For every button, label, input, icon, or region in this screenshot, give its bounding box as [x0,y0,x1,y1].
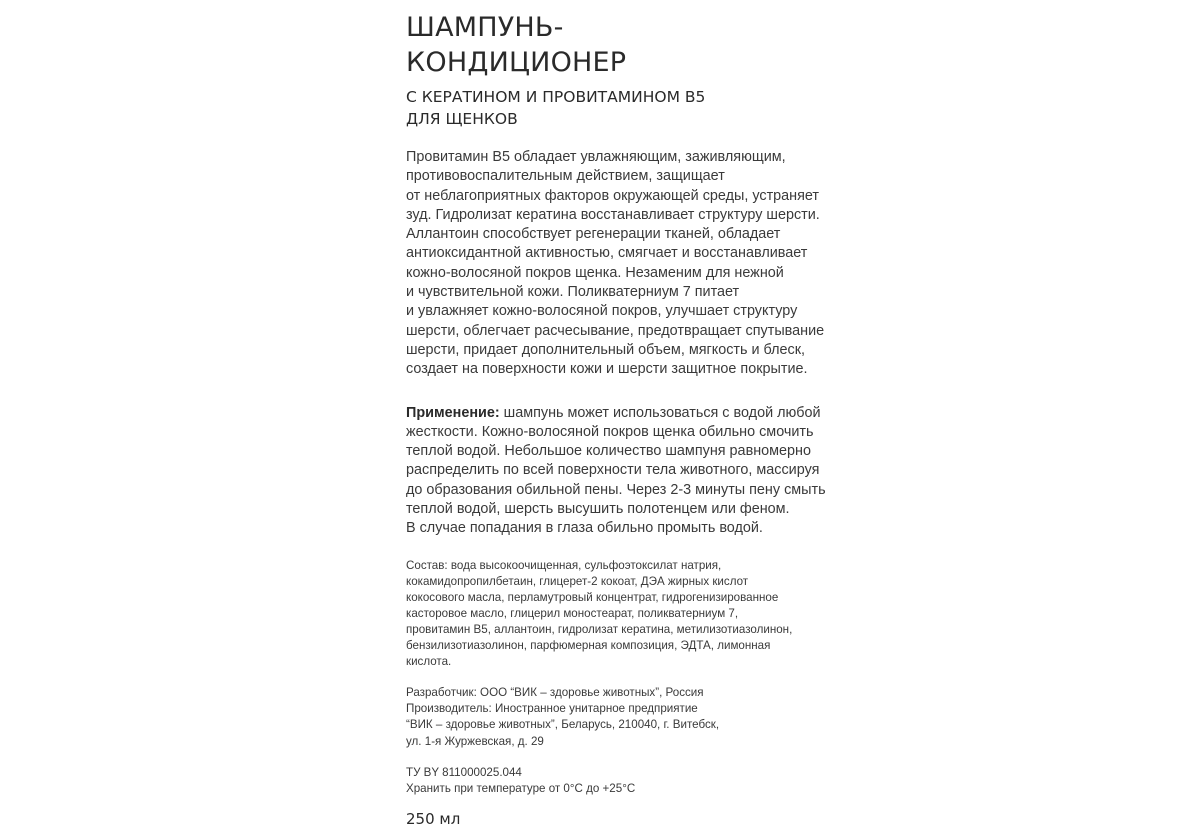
description-line: шерсти, придает дополнительный объем, мягкость и блеск, [406,341,806,358]
description-line: создает на поверхности кожи и шерсти защитное покрытие. [406,361,808,378]
usage-line: жесткости. Кожно-волосяной покров щенка обильно смочить [406,423,814,440]
manufacturer-line: ул. 1-я Журжевская, д. 29 [406,734,544,748]
usage-line: теплой водой. Небольшое количество шампуня равномерно [406,443,812,460]
standard-code: ТУ BY 811000025.044 [406,765,522,779]
manufacturer-info [406,685,826,749]
product-label [406,10,826,829]
ingredients-line: Состав: вода высокоочищенная, сульфоэтоксилат натрия, [406,558,722,572]
ingredients-line: касторовое масло, глицерил моностеарат, поликватерниум 7, [406,606,739,620]
ingredients-line: кокосового масла, перламутровый концентрат, гидрогенизированное [406,590,779,604]
description-line: и чувствительной кожи. Поликватерниум 7 питает [406,284,740,301]
ingredients-list [406,558,826,671]
ingredients-line: кокамидопропилбетаин, глицерет-2 кокоат, ДЭА жирных кислот [406,574,749,588]
usage-first-line [406,404,826,423]
product-subtitle-line-2: ДЛЯ ЩЕНКОВ [406,110,518,128]
manufacturer-line: “ВИК – здоровье животных”, Беларусь, 210040, г. Витебск, [406,718,720,732]
description-line: от неблагоприятных факторов окружающей среды, устраняет [406,187,820,204]
usage-line: до образования обильной пены. Через 2-3 минуты пену смыть [406,481,826,498]
usage-line: распределить по всей поверхности тела животного, массируя [406,462,820,479]
product-subtitle [406,86,826,130]
storage-temperature: Хранить при температуре от 0°С до +25°С [406,781,636,795]
description-line: и увлажняет кожно-волосяной покров, улучшает структуру [406,303,798,320]
description-line: антиоксидантной активностью, смягчает и восстанавливает [406,245,808,262]
ingredients-line: бензилизотиазолинон, парфюмерная композиция, ЭДТА, лимонная [406,639,771,653]
product-description [406,148,826,380]
description-line: Провитамин В5 обладает увлажняющим, заживляющим, [406,149,786,165]
description-line: противовоспалительным действием, защищает [406,168,725,185]
description-line: кожно-волосяной покров щенка. Незаменим для нежной [406,264,784,281]
usage-line: В случае попадания в глаза обильно промыть водой. [406,520,763,537]
ingredients-line: провитамин В5, аллантоин, гидролизат кератина, метилизотиазолинон, [406,623,793,637]
product-volume: 250 мл [406,809,461,828]
manufacturer-line: Производитель: Иностранное унитарное предприятие [406,702,698,716]
product-subtitle-line-1: С КЕРАТИНОМ И ПРОВИТАМИНОМ В5 [406,88,706,106]
ingredients-line: кислота. [406,655,452,669]
description-line: зуд. Гидролизат кератина восстанавливает структуру шерсти. [406,206,820,223]
usage-first-line-text: шампунь может использоваться с водой любой [499,404,821,421]
usage-instructions [406,404,826,539]
description-line: Аллантоин способствует регенерации тканей, обладает [406,226,781,243]
product-title-line-1: ШАМПУНЬ- [406,12,564,43]
storage-info [406,765,826,797]
description-line: шерсти, облегчает расчесывание, предотвращает спутывание [406,322,825,339]
usage-label: Применение: [406,404,500,421]
manufacturer-line: Разработчик: ООО “ВИК – здоровье животных”, Россия [406,686,704,700]
product-title-line-2: КОНДИЦИОНЕР [406,47,627,78]
product-title [406,10,826,80]
usage-line: теплой водой, шерсть высушить полотенцем или феном. [406,501,790,518]
